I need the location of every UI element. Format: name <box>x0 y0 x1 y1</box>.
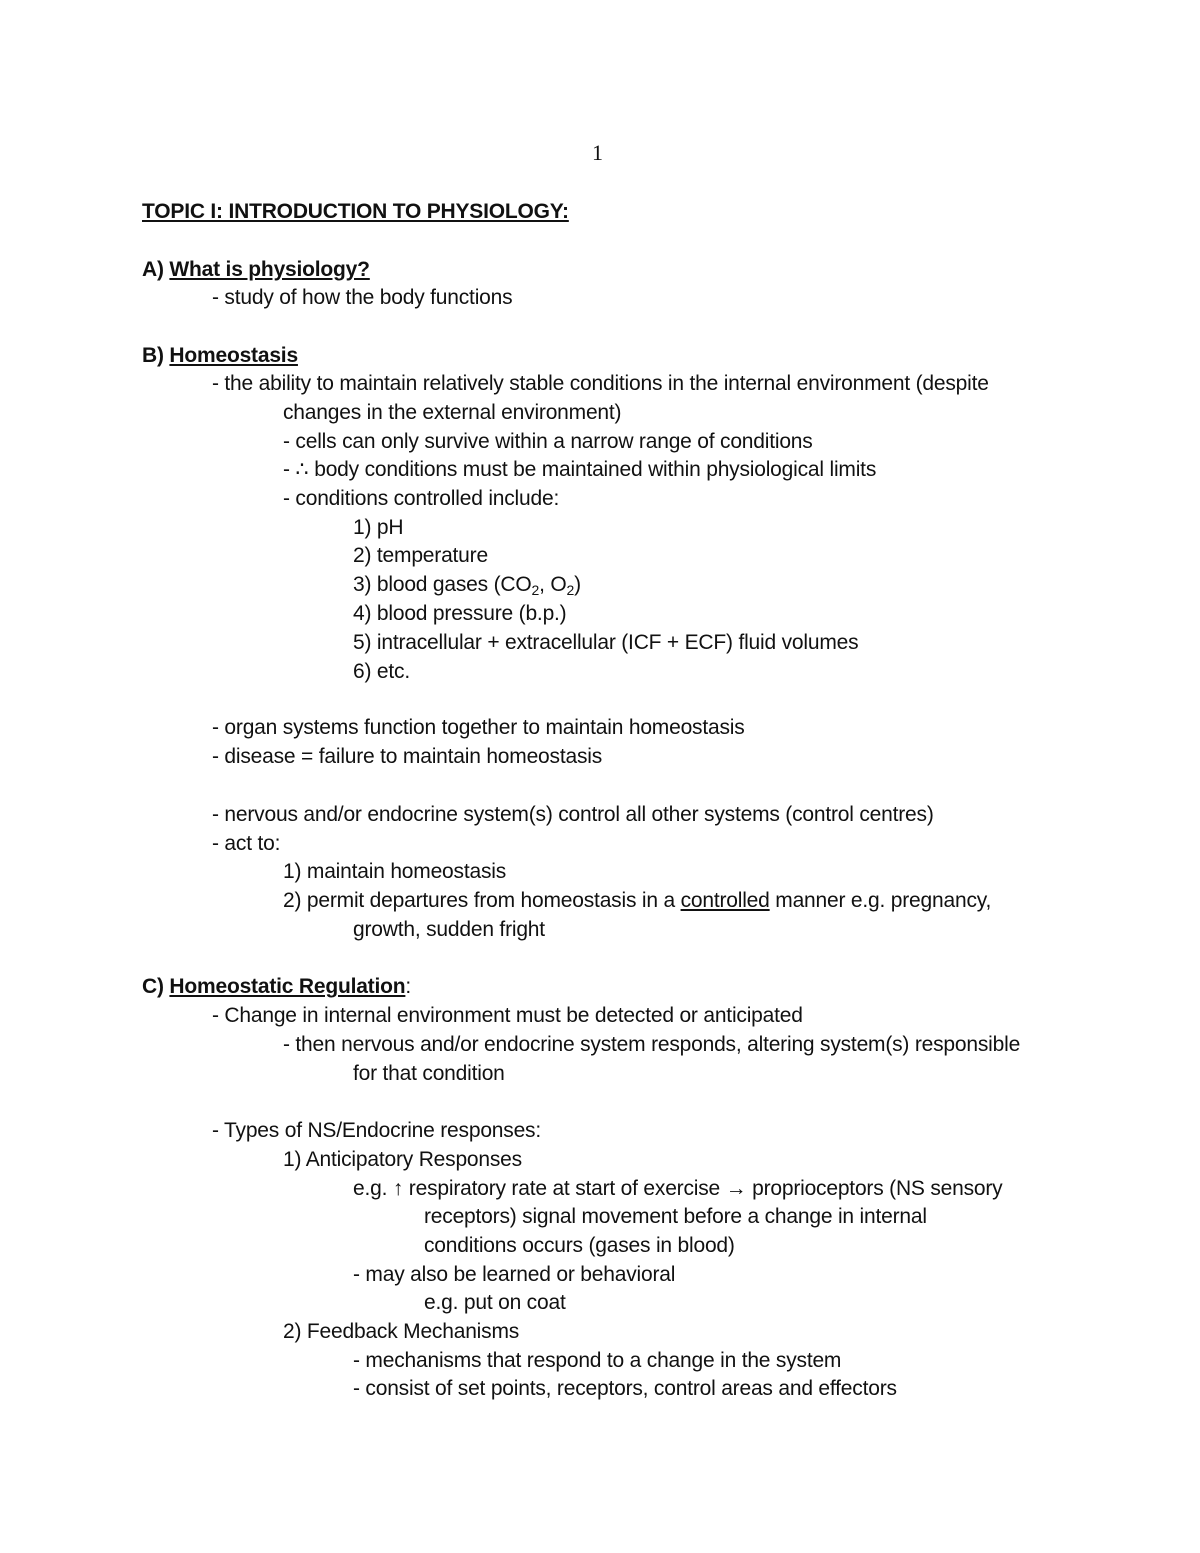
homeostasis-definition: - the ability to maintain relatively stable conditions in the internal environment (despite <box>212 372 989 395</box>
section-a-heading <box>142 256 370 284</box>
condition-item: 5) intracellular + extracellular (ICF + ECF) fluid volumes <box>353 631 859 654</box>
feedback-heading: 2) Feedback Mechanisms <box>283 1320 520 1343</box>
condition-text: 3) blood gases (CO <box>353 573 532 596</box>
control-systems-line: - nervous and/or endocrine system(s) control all other systems (control centres) <box>212 803 934 826</box>
response-types-line: - Types of NS/Endocrine responses: <box>212 1119 541 1142</box>
disease-line: - disease = failure to maintain homeostasis <box>212 745 603 768</box>
section-a-definition: - study of how the body functions <box>212 286 513 309</box>
system-responds-line: - then nervous and/or endocrine system responds, altering system(s) responsible <box>283 1033 1021 1056</box>
anticipatory-heading: 1) Anticipatory Responses <box>283 1148 522 1171</box>
homeostasis-definition-cont: changes in the external environment) <box>283 401 622 424</box>
section-b-letter: B) <box>142 344 164 367</box>
condition-text: , O <box>539 573 567 596</box>
act-item-cont: growth, sudden fright <box>353 918 545 941</box>
condition-item: 1) pH <box>353 516 404 539</box>
subscript: 2 <box>531 582 540 598</box>
section-a-title: What is physiology? <box>169 258 370 281</box>
page-number: 1 <box>592 140 603 165</box>
subscript: 2 <box>566 582 575 598</box>
section-c-title: Homeostatic Regulation <box>169 975 406 998</box>
learned-line: - may also be learned or behavioral <box>353 1263 676 1286</box>
system-responds-cont: for that condition <box>353 1062 505 1085</box>
condition-item: 6) etc. <box>353 660 410 683</box>
condition-item: 4) blood pressure (b.p.) <box>353 602 567 625</box>
cells-survive-line: - cells can only survive within a narrow range of conditions <box>283 430 813 453</box>
feedback-line: - mechanisms that respond to a change in the system <box>353 1349 842 1372</box>
section-a-letter: A) <box>142 258 164 281</box>
therefore-line: - ∴ body conditions must be maintained within physiological limits <box>283 458 877 481</box>
conditions-controlled-line: - conditions controlled include: <box>283 487 560 510</box>
document-title: TOPIC I: INTRODUCTION TO PHYSIOLOGY: <box>142 200 569 223</box>
act-item <box>283 887 991 915</box>
act-text: 2) permit departures from homeostasis in a <box>283 889 681 912</box>
change-detected-line: - Change in internal environment must be detected or anticipated <box>212 1004 803 1027</box>
condition-text: ) <box>574 573 581 596</box>
learned-example: e.g. put on coat <box>424 1291 566 1314</box>
feedback-line: - consist of set points, receptors, control areas and effectors <box>353 1377 897 1400</box>
anticipatory-example-cont: receptors) signal movement before a change in internal <box>424 1205 927 1228</box>
controlled-emphasis: controlled <box>680 889 770 912</box>
organ-systems-line: - organ systems function together to maintain homeostasis <box>212 716 745 739</box>
anticipatory-example-cont: conditions occurs (gases in blood) <box>424 1234 735 1257</box>
section-c-letter: C) <box>142 975 164 998</box>
anticipatory-example: e.g. ↑ respiratory rate at start of exercise → proprioceptors (NS sensory <box>353 1177 1003 1200</box>
section-b-title: Homeostasis <box>169 344 298 367</box>
act-text: manner e.g. pregnancy, <box>769 889 992 912</box>
act-to-line: - act to: <box>212 832 281 855</box>
section-b-heading <box>142 342 298 370</box>
act-item: 1) maintain homeostasis <box>283 860 507 883</box>
condition-item: 2) temperature <box>353 544 488 567</box>
section-c-colon: : <box>405 975 412 998</box>
section-c-heading <box>142 973 411 1001</box>
